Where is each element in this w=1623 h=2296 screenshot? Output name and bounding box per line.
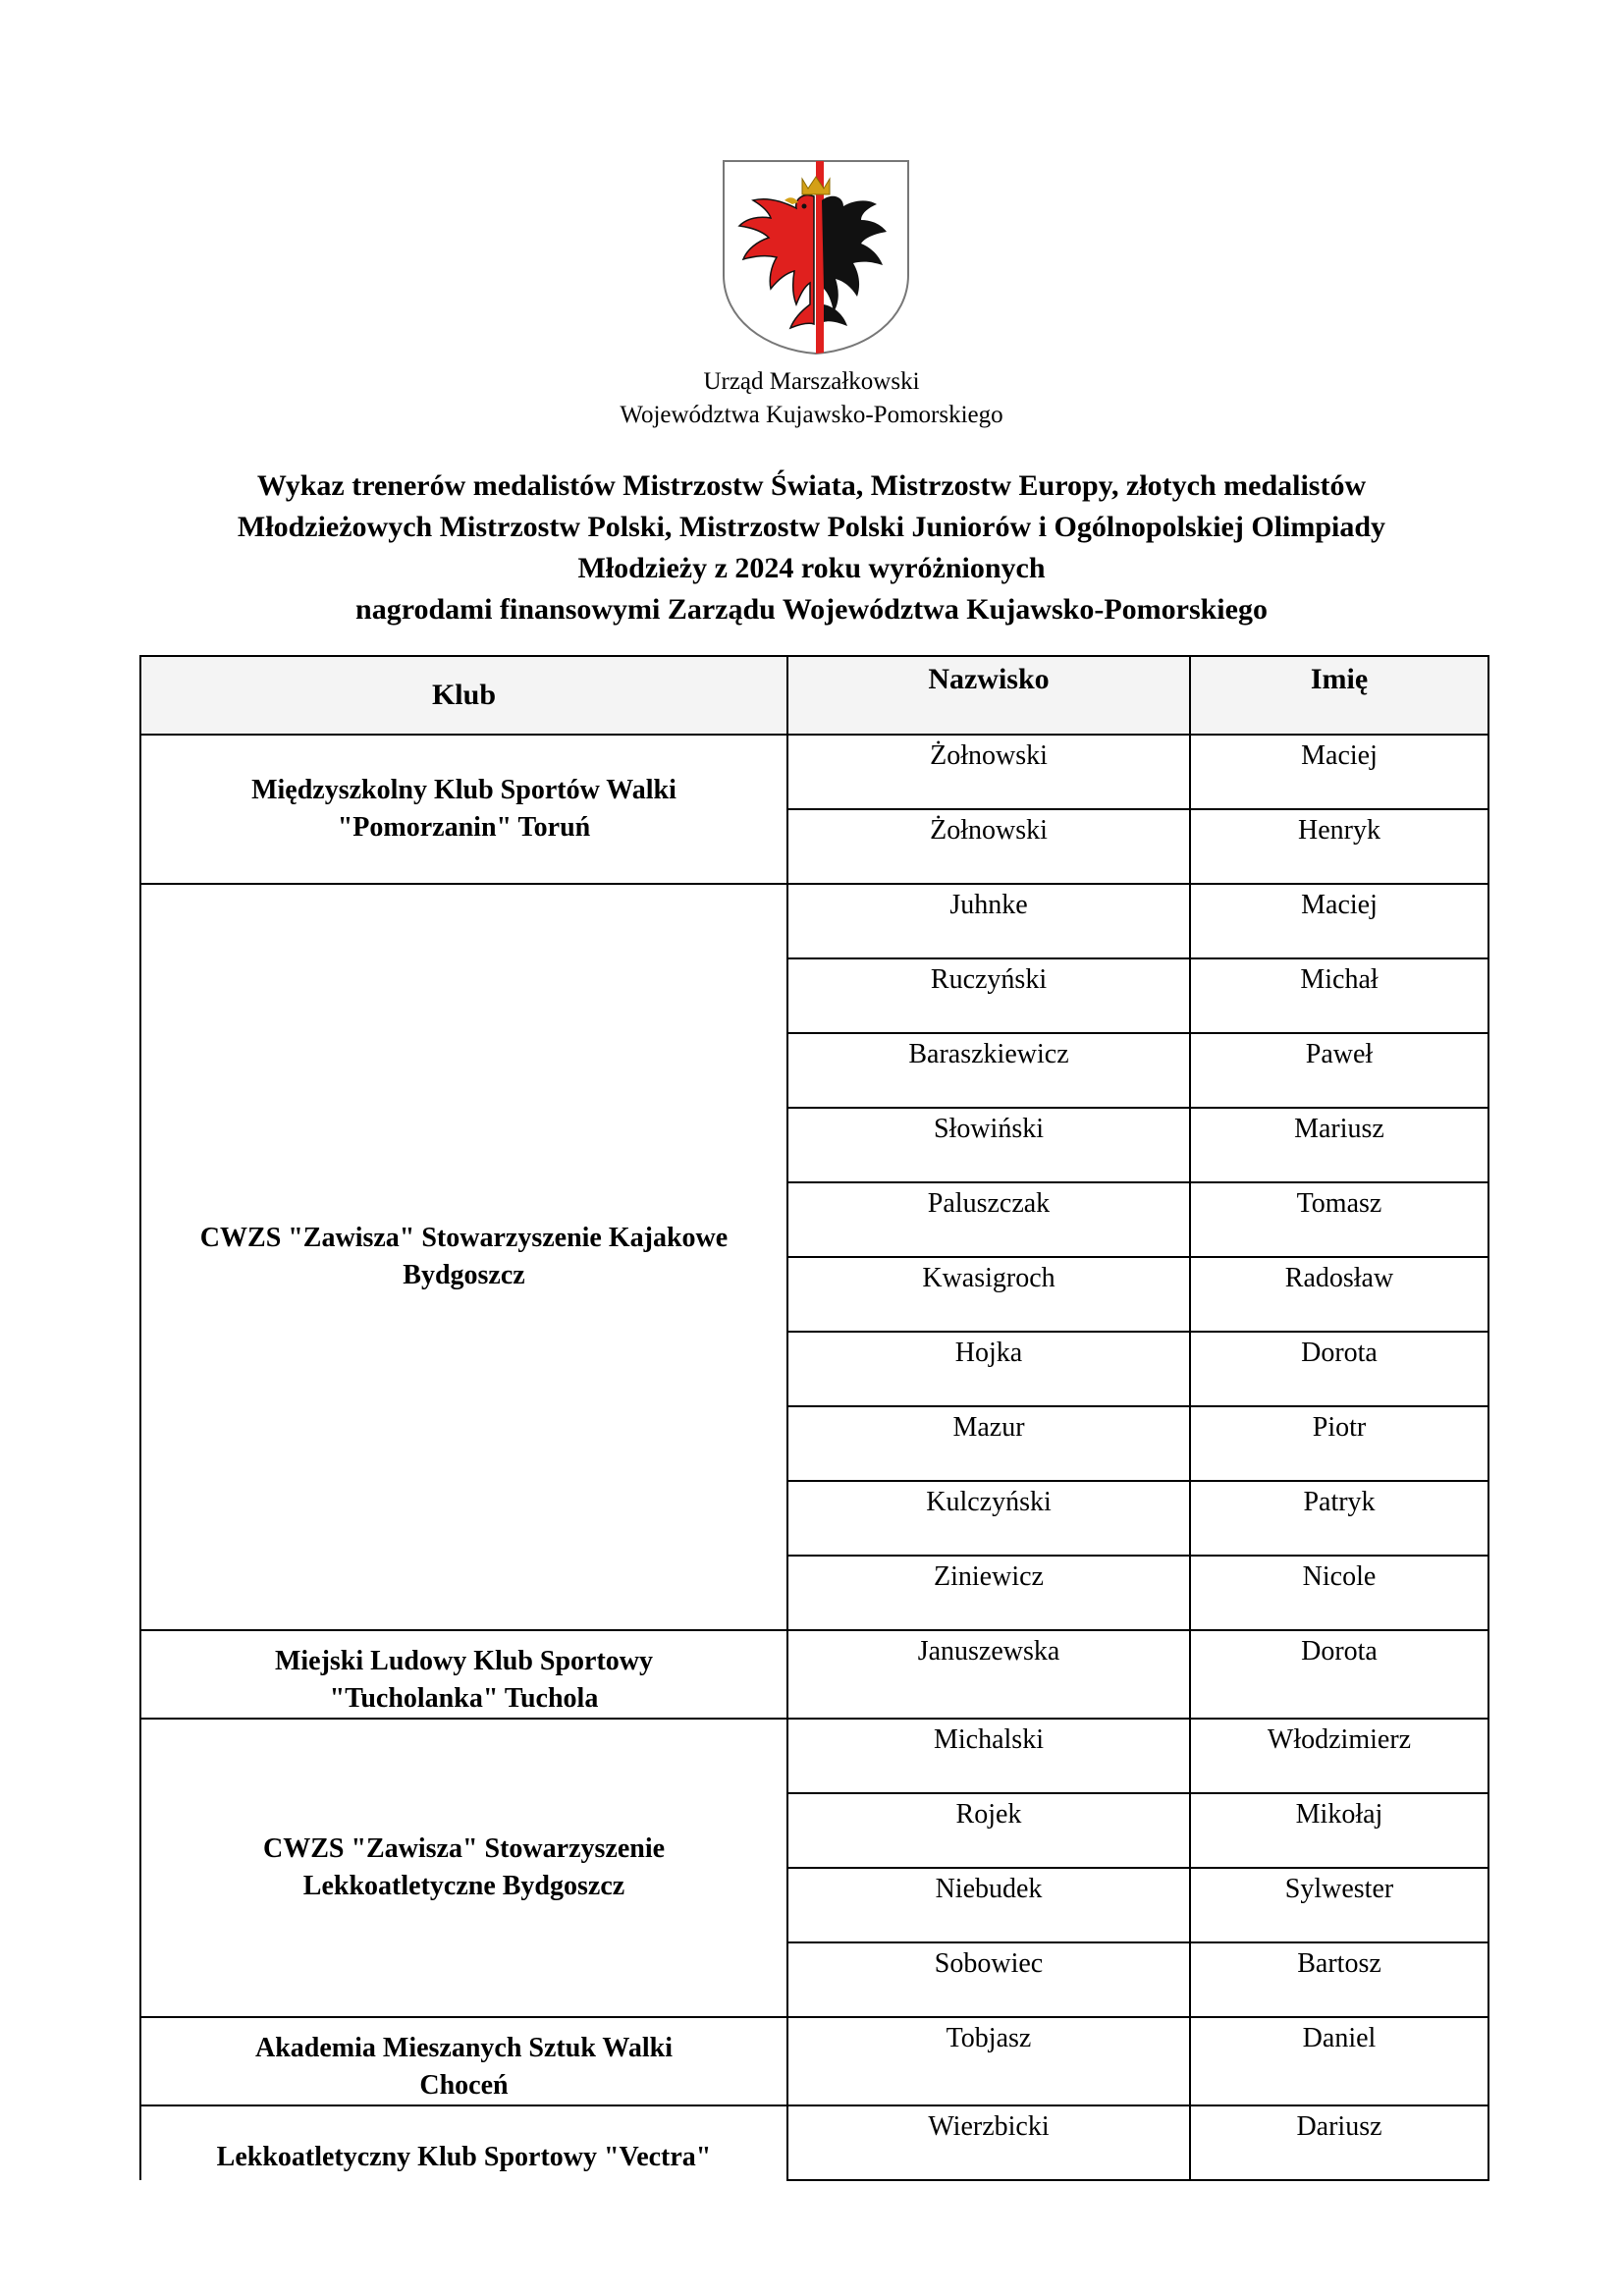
- club-name-line-1: CWZS "Zawisza" Stowarzyszenie: [262, 1833, 666, 1864]
- surname-cell: Ruczyński: [787, 958, 1190, 1033]
- name-cell: Mikołaj: [1190, 1793, 1488, 1868]
- surname-cell: Michalski: [787, 1719, 1190, 1793]
- surname-cell: Rojek: [787, 1793, 1190, 1868]
- header-club: Klub: [140, 656, 787, 735]
- club-name-line-1: Międzyszkolny Klub Sportów Walki: [251, 775, 676, 805]
- surname-cell: Hojka: [787, 1332, 1190, 1406]
- title-line-2: Młodzieżowych Mistrzostw Polski, Mistrzostw Polski Juniorów i Ogólnopolskiej Olimpiady: [237, 511, 1386, 543]
- club-cell: [140, 1630, 787, 1719]
- surname-cell: Niebudek: [787, 1868, 1190, 1942]
- club-name-line-2: Choceń: [419, 2070, 509, 2101]
- title-line-4: nagrodami finansowymi Zarządu Województwa Kujawsko-Pomorskiego: [355, 593, 1268, 626]
- name-cell: Maciej: [1190, 735, 1488, 809]
- club-cell: [140, 884, 787, 1630]
- club-name-line-2: Bydgoszcz: [403, 1260, 525, 1290]
- name-cell: Dariusz: [1190, 2105, 1488, 2180]
- club-cell: [140, 1719, 787, 2017]
- club-name-line-2: Lekkoatletyczne Bydgoszcz: [302, 1871, 625, 1901]
- office-line-2: Województwa Kujawsko-Pomorskiego: [620, 402, 1003, 428]
- name-cell: Bartosz: [1190, 1942, 1488, 2017]
- surname-cell: Słowiński: [787, 1108, 1190, 1182]
- surname-cell: Baraszkiewicz: [787, 1033, 1190, 1108]
- table-row: [140, 1719, 1488, 1793]
- surname-cell: Żołnowski: [787, 735, 1190, 809]
- name-cell: Sylwester: [1190, 1868, 1488, 1942]
- title-line-1: Wykaz trenerów medalistów Mistrzostw Świata, Mistrzostw Europy, złotych medalistów: [256, 469, 1367, 502]
- surname-cell: Kulczyński: [787, 1481, 1190, 1556]
- surname-cell: Wierzbicki: [787, 2105, 1190, 2180]
- table-header-row: [140, 656, 1488, 735]
- club-cell: [140, 2105, 787, 2180]
- club-cell: [140, 2017, 787, 2105]
- club-name-line-1: Miejski Ludowy Klub Sportowy: [274, 1646, 654, 1676]
- name-cell: Tomasz: [1190, 1182, 1488, 1257]
- name-cell: Daniel: [1190, 2017, 1488, 2105]
- surname-cell: Paluszczak: [787, 1182, 1190, 1257]
- coaches-table: [139, 655, 1489, 2181]
- office-line-1: Urząd Marszałkowski: [703, 368, 920, 395]
- surname-cell: Januszewska: [787, 1630, 1190, 1719]
- surname-cell: Sobowiec: [787, 1942, 1190, 2017]
- table-row: [140, 2017, 1488, 2105]
- surname-cell: Mazur: [787, 1406, 1190, 1481]
- surname-cell: Juhnke: [787, 884, 1190, 958]
- name-cell: Włodzimierz: [1190, 1719, 1488, 1793]
- name-cell: Mariusz: [1190, 1108, 1488, 1182]
- name-cell: Dorota: [1190, 1332, 1488, 1406]
- surname-cell: Żołnowski: [787, 809, 1190, 884]
- header-name: Imię: [1190, 656, 1488, 735]
- title-line-3: Młodzieży z 2024 roku wyróżnionych: [577, 552, 1046, 584]
- name-cell: Paweł: [1190, 1033, 1488, 1108]
- table-row: [140, 884, 1488, 958]
- name-cell: Nicole: [1190, 1556, 1488, 1630]
- club-name-line-1: CWZS "Zawisza" Stowarzyszenie Kajakowe: [199, 1223, 729, 1253]
- name-cell: Maciej: [1190, 884, 1488, 958]
- header-surname: Nazwisko: [787, 656, 1190, 735]
- club-name-line-2: "Tucholanka" Tuchola: [329, 1683, 599, 1714]
- name-cell: Radosław: [1190, 1257, 1488, 1332]
- table-row: [140, 2105, 1488, 2180]
- club-name-line-1: Lekkoatletyczny Klub Sportowy "Vectra": [216, 2142, 712, 2172]
- office-name: [0, 365, 1623, 432]
- document-title: [118, 465, 1505, 630]
- name-cell: Michał: [1190, 958, 1488, 1033]
- club-name-line-1: Akademia Mieszanych Sztuk Walki: [255, 2033, 673, 2063]
- club-cell: [140, 735, 787, 884]
- coat-of-arms-icon: [720, 157, 912, 357]
- surname-cell: Kwasigroch: [787, 1257, 1190, 1332]
- name-cell: Henryk: [1190, 809, 1488, 884]
- name-cell: Piotr: [1190, 1406, 1488, 1481]
- name-cell: Dorota: [1190, 1630, 1488, 1719]
- surname-cell: Tobjasz: [787, 2017, 1190, 2105]
- surname-cell: Ziniewicz: [787, 1556, 1190, 1630]
- table-row: [140, 1630, 1488, 1719]
- table-row: [140, 735, 1488, 809]
- club-name-line-2: "Pomorzanin" Toruń: [337, 812, 591, 843]
- name-cell: Patryk: [1190, 1481, 1488, 1556]
